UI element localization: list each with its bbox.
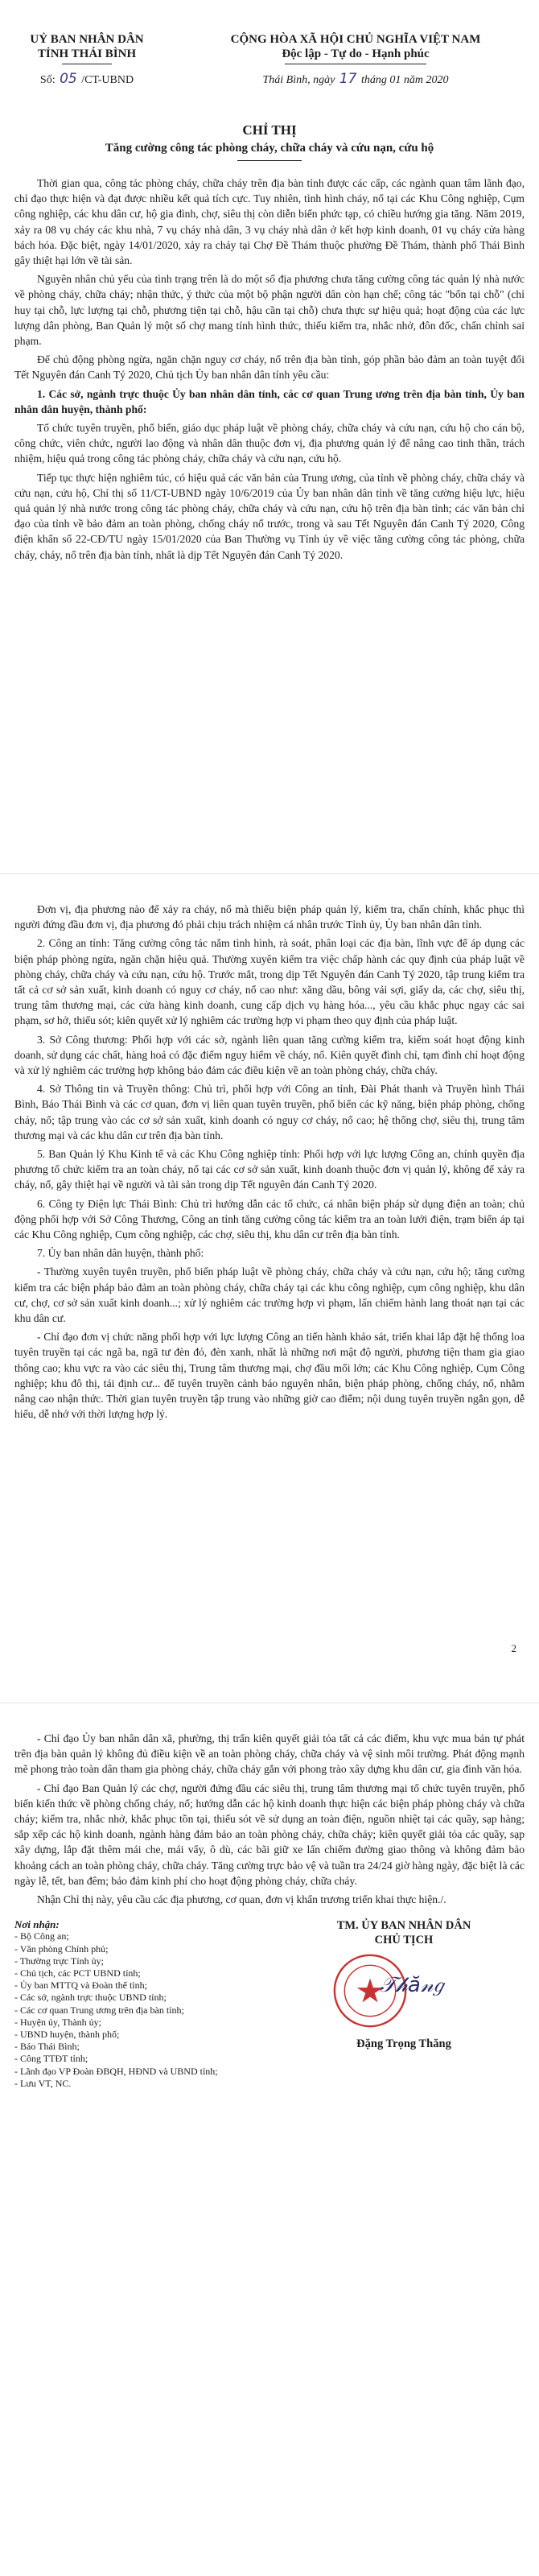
recipient-item: - Lưu VT, NC. [14,2077,72,2089]
paragraph: Để chủ động phòng ngừa, ngăn chặn nguy cơ cháy, nổ trên địa bàn tỉnh, góp phần bảo đảm an toàn tuyệt đối Tết Nguyên đán Canh Tý 2020, Chủ tịch Ủy ban nhân dân tỉnh yêu cầu: [14,353,525,382]
recipient-item: - Thường trực Tỉnh ủy; [14,1955,104,1967]
signature-title: CHỦ TỊCH [374,1934,434,1947]
paragraph: 5. Ban Quản lý Khu Kinh tế và các Khu Công nghiệp tỉnh: Phối hợp với lực lượng Công an, chính quyền địa phương tổ chức kiểm tra an toàn cháy, nổ tại các cơ sở sản xuất, kinh doanh thuộc đơn vị quản lý, không để xảy ra cháy, nổ, gây thiệt hại về người và tài sản trong dịp Tết nguyên đán Canh Tý 2020. [14,1148,525,1191]
recipient-item: - Báo Thái Bình; [14,2041,80,2053]
page-2-body [14,902,525,1422]
republic-name: CỘNG HÒA XÃ HỘI CHỦ NGHĨA VIỆT NAM [230,33,481,46]
recipient-item: - Các sở, ngành trực thuộc UBND tỉnh; [14,1992,167,2004]
document-footer [14,1918,525,2090]
recipient-item: - UBND huyện, thành phố; [14,2029,120,2041]
paragraph: Tổ chức tuyên truyền, phổ biến, giáo dục pháp luật về phòng cháy, chữa cháy và cứu nạn, cứu hộ cho cán bộ, công chức, viên chức, người lao động và nhân dân thuộc đơn vị, địa phương quản lý để nâng cao tinh thần, trách nhiệm, hiệu quả trong công tác phòng cháy, chữa cháy và cứu nạn, cứu hộ. [14,422,525,465]
document-header [14,32,525,87]
document-subtitle: Tăng cường công tác phòng cháy, chữa cháy và cứu nạn, cứu hộ [105,142,434,155]
paragraph: 2. Công an tỉnh: Tăng cường công tác nắm tình hình, rà soát, phân loại các địa bàn, lĩnh vực để áp dụng các biện pháp phòng ngừa, ngăn chặn hiệu quả. Thường xuyên kiểm tra việc chấp hành các quy định của pháp luật về phòng cháy, chữa cháy và cứu nạn, cứu hộ. Trước mắt, trong dịp Tết Nguyên đán Canh Tý 2020, tập trung kiểm tra tất cả cơ sở sản xuất, kinh doanh có nguy cơ cháy, nổ cao như: xăng dầu, bông vải sợi, giấy da, các chợ, siêu thị, trung tâm thương mại, các cửa hàng kinh doanh, cung cấp dịch vụ hàng hóa..., yêu cầu khắc phục ngay các sai phạm, sơ hở, thiếu sót; kiên quyết xử lý nghiêm các trường hợp vi phạm theo quy định của pháp luật. [14,937,525,1027]
page-1-body [14,175,525,563]
agency-line-2: TỈNH THÁI BÌNH [37,47,137,60]
document-number [14,71,159,87]
recipient-item: - Ủy ban MTTQ và Đoàn thể tỉnh; [14,1979,147,1992]
signature-block [283,1918,525,2090]
paragraph: 7. Ủy ban nhân dân huyện, thành phố: [37,1247,204,1260]
signature-org: TM. ỦY BAN NHÂN DÂN [336,1919,471,1933]
page-separator [0,873,539,874]
recipient-item: - Bộ Công an; [14,1930,69,1942]
paragraph: - Thường xuyên tuyên truyền, phổ biến pháp luật về phòng cháy, chữa cháy và cứu nạn, cứu hộ; tăng cường kiểm tra các biện pháp bảo đảm an toàn phòng cháy, chữa cháy tại các khu công nghiệp, cụm công nghiệp, khu dân cư, chợ, cơ sở sản xuất kinh doanh...; xử lý nghiêm các trường hợp vi phạm, lấn chiếm hành lang thoát nạn tại các khu dân cư. [14,1265,525,1325]
recipients-block [14,1918,248,2090]
recipient-item: - Huyện ủy, Thành ủy; [14,2016,101,2028]
doc-no-prefix: Số: [39,74,56,86]
agency-line-1: UỶ BAN NHÂN DÂN [30,33,144,46]
paragraph: 4. Sở Thông tin và Truyền thông: Chủ trì, phối hợp với Công an tỉnh, Đài Phát thanh và Truyền hình Thái Bình, Báo Thái Bình và các cơ quan, đơn vị liên quan tuyên truyền, phổ biến các kỹ năng, biện pháp phòng, chống cháy, nổ; tập trung vào các cơ sở sản xuất, kinh doanh có nguy cơ cháy, nổ cao; hệ thống chợ, siêu thị, trung tâm thương mại và các khu dân cư trên địa bàn tỉnh. [14,1083,525,1141]
recipient-item: - Các cơ quan Trung ương trên địa bàn tỉnh; [14,2004,184,2016]
paragraph: - Chỉ đạo Ủy ban nhân dân xã, phường, thị trấn kiên quyết giải tỏa tất cả các điểm, khu vực mua bán tự phát trên địa bàn quản lý không đủ điều kiện về an toàn phòng cháy, chữa cháy và vệ sinh môi trường. Phát động mạnh mẽ phong trào toàn dân tham gia phòng cháy, chữa cháy gắn với phong trào xây dựng khu dân cư, gia đình văn hóa. [14,1732,525,1776]
national-motto: Độc lập - Tự do - Hạnh phúc [282,47,430,60]
page-2 [14,902,525,1674]
issue-date [187,71,525,87]
date-suffix: tháng 01 năm 2020 [360,74,449,86]
recipients-list [14,1930,248,2090]
signer-name: Đặng Trọng Thăng [356,2037,451,2051]
paragraph: - Chỉ đạo đơn vị chức năng phối hợp với lực lượng Công an tiến hành khảo sát, triển khai lắp đặt hệ thống loa tuyên truyền tại các ngã ba, ngã tư đèn đỏ, đèn xanh, nhất là những nơi mật độ người, phương tiện tham gia giao thông cao; khu vực ra vào các siêu thị, Trung tâm thương mại, chợ đầu mối lớn; các Khu Công nghiệp, Cụm Công nghiệp; khu đô thị, tái định cư... để tuyên truyền cảnh báo nguyên nhân, biện pháp phòng, chống cháy, nổ, nhằm nâng cao nhận thức. Thời gian tuyên truyền tập trung vào những giờ cao điểm; nội dung tuyên truyền ngắn gọn, dễ hiểu, dễ nhớ với thời lượng hợp lý. [14,1331,525,1421]
paragraph: Nhận Chỉ thị này, yêu cầu các địa phương, cơ quan, đơn vị khẩn trương triển khai thực hiện./. [37,1893,446,1906]
paragraph: - Chỉ đạo Ban Quản lý các chợ, người đứng đầu các siêu thị, trung tâm thương mại tổ chức tuyên truyền, phổ biến kiến thức về phòng chống cháy, nổ; hướng dẫn các hộ kinh doanh thực hiện các biện pháp phòng cháy và chữa cháy; kiểm tra, nhắc nhở, khắc phục tồn tại, thiếu sót về sử dụng an toàn điện, nguồn nhiệt tại các quầy, sạp hàng; sắp xếp các hộ kinh doanh, ngành hàng đảm bảo an toàn phòng cháy, chữa cháy; kiên quyết giải tỏa các quầy, sạp xây dựng, lắp đặt thêm mái che, mái vẩy, ô dù, các bãi giữ xe lấn chiếm đường giao thông và không đảm bảo khoảng cách an toàn phòng cháy, chữa cháy. Tăng cường trực bảo vệ và tuần tra 24/24 giờ hàng ngày, đặc biệt là các ngày lễ, tết, ban đêm; bảo đảm kinh phí cho hoạt động phòng cháy, chữa cháy. [14,1781,525,1887]
page-3 [14,1731,525,2552]
recipient-item: - Chủ tịch, các PCT UBND tỉnh; [14,1967,141,1979]
paragraph: 3. Sở Công thương: Phối hợp với các sở, ngành liên quan tăng cường kiểm tra, kiểm soát hoạt động kinh doanh, sử dụng các chất, hàng hoá có đặc điểm nguy hiểm về cháy, nổ. Kiên quyết đình chỉ, tạm đình chỉ hoạt động và xử lý nghiêm các trường hợp không bảo đảm các điều kiện về an toàn phòng cháy, chữa cháy. [14,1033,525,1077]
recipient-item: - Lãnh đạo VP Đoàn ĐBQH, HĐND và UBND tỉnh; [14,2065,218,2077]
national-motto-block [187,32,525,87]
handwritten-signature: 𝒯𝒽ă𝓃𝑔 [380,1973,444,1998]
paragraph: Đơn vị, địa phương nào để xảy ra cháy, nổ mà thiếu biện pháp quản lý, kiểm tra, chấn chỉnh, khắc phục thì người đứng đầu đơn vị, địa phương đó phải chịu trách nhiệm cá nhân trước Tỉnh ủy, Ủy ban nhân dân tỉnh. [14,903,525,931]
page-3-body [14,1731,525,1907]
recipient-item: - Văn phòng Chính phủ; [14,1942,109,1955]
paragraph: 6. Công ty Điện lực Thái Bình: Chủ trì hướng dẫn các tổ chức, cá nhân biện pháp sử dụng điện an toàn; chủ động phối hợp với Sở Công Thương, Công an tỉnh tăng cường công tác kiểm tra an toàn lưới điện, trạm biến áp tại các Khu Công nghiệp, Cụm công nghiệp, các chợ, siêu thị, khu dân cư trên địa bàn tỉnh. [14,1197,525,1241]
paragraph: Thời gian qua, công tác phòng cháy, chữa cháy trên địa bàn tỉnh được các cấp, các ngành quan tâm lãnh đạo, chỉ đạo thực hiện và đạt được nhiều kết quả tích cực. Tuy nhiên, tình hình cháy, nổ tại các Khu Công nghiệp, Cụm công nghiệp, các khu dân cư, hộ gia đình, chợ, siêu thị còn diễn biến phức tạp, có chiều hướng gia tăng. Năm 2019, xảy ra 08 vụ cháy các khu nhà, 7 vụ cháy nhà dân, 3 vụ cháy nhà dân ở kết hợp kinh doanh, 01 vụ cháy cửa hàng bách hóa. Đặc biệt, ngày 14/01/2020, xảy ra cháy tại Chợ Đề Thám thuộc phường Đề Thám, thành phố Thái Bình gây thiệt hại lớn về tài sản. [14,177,525,267]
paragraph: Tiếp tục thực hiện nghiêm túc, có hiệu quả các văn bản của Trung ương, của tỉnh về phòng cháy, chữa cháy và cứu nạn, cứu hộ, Chỉ thị số 11/CT-UBND ngày 10/6/2019 của Ủy ban nhân dân tỉnh về tăng cường hiệu lực, hiệu quả quản lý nhà nước trong công tác phòng cháy, chữa cháy và cứu nạn, cứu hộ trên địa bàn tỉnh; các văn bản chỉ đạo của tỉnh về bảo đảm an toàn phòng, chống cháy nổ trước, trong và sau Tết Nguyên đán Canh Tý 2020, Công điện khẩn số 22-CĐ/TU ngày 15/01/2020 của Ban Thường vụ Tỉnh ủy về việc tăng cường công tác phòng, chữa cháy, cháy, nổ trên địa bàn tỉnh, nhất là dịp Tết Nguyên đán Canh Tý 2020. [14,471,525,561]
page-number: 2 [511,1642,516,1654]
doc-no-value: 05 [60,71,77,87]
date-prefix: Thái Bình, ngày [262,74,335,86]
section-heading: 1. Các sở, ngành trực thuộc Ủy ban nhân dân tỉnh, các cơ quan Trung ương trên địa bàn tỉnh, Ủy ban nhân dân huyện, thành phố: [14,387,525,415]
date-day: 17 [339,71,357,87]
seal-area [283,1952,525,2033]
issuing-agency-block [14,32,159,87]
paragraph: Nguyên nhân chủ yếu của tình trạng trên là do một số địa phương chưa tăng cường công tác quản lý nhà nước về phòng cháy, chữa cháy; nhận thức, ý thức của một bộ phận người dân còn hạn chế; công tác "bốn tại chỗ" (chỉ huy tại chỗ, lực lượng tại chỗ, phương tiện tại chỗ, hậu cần tại chỗ) chưa thực sự hiệu quả; hoạt động của các lực lượng dân phòng, Ban Quản lý một số chợ mang tính hình thức, thiếu kiểm tra, nhắc nhở, đôn đốc, chấn chỉnh sai phạm. [14,273,525,348]
page-1 [14,32,525,845]
document-title: CHỈ THỊ [242,122,297,138]
doc-no-suffix: /CT-UBND [81,74,134,86]
title-underline [237,160,302,161]
recipient-item: - Công TTĐT tỉnh; [14,2053,88,2065]
recipients-label: Nơi nhận: [14,1918,60,1931]
